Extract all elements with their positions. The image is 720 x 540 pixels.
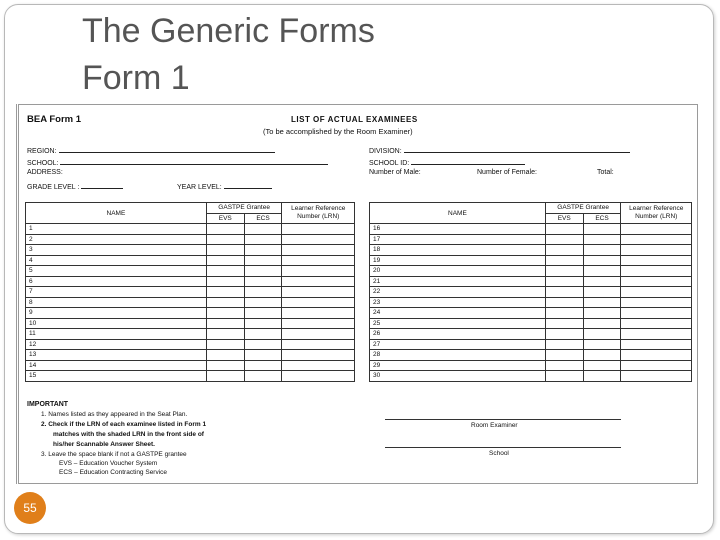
- evs-cell: [545, 224, 583, 235]
- ecs-cell: [244, 266, 282, 277]
- ecs-cell: [583, 329, 621, 340]
- ecs-cell: [583, 308, 621, 319]
- row-number-cell: 24: [370, 308, 546, 319]
- evs-cell: [206, 224, 244, 235]
- row-number-cell: 17: [370, 234, 546, 245]
- evs-cell: [545, 329, 583, 340]
- ecs-cell: [583, 224, 621, 235]
- total-label: Total:: [597, 169, 614, 176]
- table-row: [370, 234, 692, 245]
- ecs-cell: [244, 360, 282, 371]
- form-heading: LIST OF ACTUAL EXAMINEES: [291, 115, 418, 124]
- row-number-cell: 20: [370, 266, 546, 277]
- ecs-cell: [583, 245, 621, 256]
- table-row: [26, 329, 355, 340]
- name-header: NAME: [26, 203, 207, 224]
- row-number-cell: 14: [26, 360, 207, 371]
- lrn-cell: [621, 234, 692, 245]
- evs-cell: [206, 329, 244, 340]
- row-number-cell: 3: [26, 245, 207, 256]
- ecs-cell: [583, 255, 621, 266]
- note-item2c: his/her Scannable Answer Sheet.: [53, 441, 155, 448]
- evs-cell: [206, 276, 244, 287]
- evs-cell: [206, 318, 244, 329]
- row-number-cell: 5: [26, 266, 207, 277]
- row-number-cell: 30: [370, 371, 546, 382]
- evs-cell: [545, 350, 583, 361]
- row-number-cell: 7: [26, 287, 207, 298]
- note-item3: 3. Leave the space blank if not a GASTPE grantee: [41, 451, 187, 458]
- evs-cell: [206, 350, 244, 361]
- lrn-cell: [621, 339, 692, 350]
- ecs-cell: [583, 339, 621, 350]
- ecs-cell: [244, 339, 282, 350]
- row-number-cell: 4: [26, 255, 207, 266]
- evs-cell: [545, 276, 583, 287]
- lrn-cell: [621, 329, 692, 340]
- evs-header: EVS: [545, 213, 583, 224]
- ecs-cell: [244, 371, 282, 382]
- table-row: [370, 297, 692, 308]
- row-number-cell: 1: [26, 224, 207, 235]
- form-code: BEA Form 1: [27, 114, 82, 125]
- lrn-cell: [282, 297, 355, 308]
- address-field: [27, 169, 63, 176]
- row-number-cell: 12: [26, 339, 207, 350]
- evs-cell: [206, 266, 244, 277]
- lrn-cell: [282, 224, 355, 235]
- lrn-cell: [621, 255, 692, 266]
- table-row: [370, 255, 692, 266]
- row-number-cell: 23: [370, 297, 546, 308]
- evs-definition: EVS – Education Voucher System: [59, 460, 158, 467]
- grade-level-field: [27, 181, 123, 191]
- lrn-cell: [282, 245, 355, 256]
- row-number-cell: 28: [370, 350, 546, 361]
- table-row: [26, 287, 355, 298]
- row-number-cell: 29: [370, 360, 546, 371]
- table-row: [26, 245, 355, 256]
- ecs-cell: [583, 297, 621, 308]
- note-item2a: 2. Check if the LRN of each examinee listed in Form 1: [41, 421, 207, 428]
- row-number-cell: 26: [370, 329, 546, 340]
- table-row: [370, 318, 692, 329]
- ecs-cell: [244, 297, 282, 308]
- table-row: [26, 266, 355, 277]
- page-number-badge: 55: [14, 492, 46, 524]
- evs-cell: [545, 287, 583, 298]
- note-item2b: matches with the shaded LRN in the front side of: [53, 431, 204, 438]
- evs-cell: [545, 339, 583, 350]
- lrn-cell: [621, 287, 692, 298]
- year-level-field: [177, 181, 272, 191]
- lrn-cell: [621, 308, 692, 319]
- row-number-cell: 27: [370, 339, 546, 350]
- ecs-header: ECS: [244, 213, 282, 224]
- ecs-cell: [244, 318, 282, 329]
- table-row: [370, 360, 692, 371]
- table-row: [26, 339, 355, 350]
- ecs-cell: [244, 255, 282, 266]
- division-field: [369, 145, 630, 155]
- row-number-cell: 18: [370, 245, 546, 256]
- ecs-cell: [583, 276, 621, 287]
- table-row: [370, 371, 692, 382]
- table-row: [370, 266, 692, 277]
- roster-body-left: [26, 224, 355, 382]
- row-number-cell: 19: [370, 255, 546, 266]
- table-row: [26, 371, 355, 382]
- lrn-cell: [621, 245, 692, 256]
- school-id-label: SCHOOL ID:: [369, 160, 410, 167]
- gastpe-header: GASTPE Grantee: [545, 203, 621, 214]
- table-row: [26, 350, 355, 361]
- evs-cell: [545, 266, 583, 277]
- ecs-cell: [583, 318, 621, 329]
- region-line: [59, 145, 275, 153]
- table-row: [26, 224, 355, 235]
- lrn-cell: [282, 350, 355, 361]
- lrn-cell: [282, 287, 355, 298]
- evs-cell: [545, 318, 583, 329]
- ecs-cell: [244, 234, 282, 245]
- table-row: [370, 329, 692, 340]
- lrn-cell: [621, 266, 692, 277]
- evs-header: EVS: [206, 213, 244, 224]
- number-of-female-label: Number of Female:: [477, 169, 537, 176]
- ecs-cell: [583, 234, 621, 245]
- division-line: [404, 145, 630, 153]
- lrn-cell: [282, 266, 355, 277]
- ecs-cell: [244, 308, 282, 319]
- lrn-cell: [282, 318, 355, 329]
- row-number-cell: 11: [26, 329, 207, 340]
- ecs-cell: [583, 287, 621, 298]
- lrn-cell: [282, 276, 355, 287]
- slide-title: [82, 8, 375, 102]
- lrn-cell: [282, 234, 355, 245]
- table-row: [26, 360, 355, 371]
- ecs-cell: [244, 276, 282, 287]
- row-number-cell: 13: [26, 350, 207, 361]
- ecs-cell: [244, 287, 282, 298]
- school-signature-line: [385, 447, 621, 448]
- lrn-cell: [621, 224, 692, 235]
- table-row: [370, 276, 692, 287]
- table-row: [26, 308, 355, 319]
- ecs-cell: [244, 245, 282, 256]
- region-label: REGION:: [27, 148, 57, 155]
- ecs-cell: [583, 350, 621, 361]
- ecs-cell: [583, 360, 621, 371]
- lrn-cell: [282, 329, 355, 340]
- evs-cell: [545, 234, 583, 245]
- row-number-cell: 9: [26, 308, 207, 319]
- lrn-cell: [282, 371, 355, 382]
- lrn-cell: [282, 360, 355, 371]
- evs-cell: [206, 234, 244, 245]
- grade-level-label: GRADE LEVEL :: [27, 184, 80, 191]
- ecs-cell: [244, 350, 282, 361]
- roster-body-right: [370, 224, 692, 382]
- evs-cell: [206, 245, 244, 256]
- grade-level-line: [81, 181, 123, 189]
- row-number-cell: 8: [26, 297, 207, 308]
- row-number-cell: 21: [370, 276, 546, 287]
- name-header: NAME: [370, 203, 546, 224]
- table-row: [26, 255, 355, 266]
- lrn-cell: [621, 297, 692, 308]
- number-of-male-label: Number of Male:: [369, 169, 421, 176]
- table-row: [370, 350, 692, 361]
- lrn-cell: [621, 360, 692, 371]
- ecs-header: ECS: [583, 213, 621, 224]
- school-id-field: [369, 157, 525, 167]
- row-number-cell: 2: [26, 234, 207, 245]
- slide-title-line1: The Generic Forms: [82, 12, 375, 50]
- lrn-cell: [621, 371, 692, 382]
- row-number-cell: 15: [26, 371, 207, 382]
- table-row: [370, 245, 692, 256]
- evs-cell: [206, 297, 244, 308]
- ecs-cell: [244, 224, 282, 235]
- table-row: [26, 276, 355, 287]
- lrn-cell: [282, 255, 355, 266]
- table-row: [370, 308, 692, 319]
- row-number-cell: 10: [26, 318, 207, 329]
- school-label: SCHOOL:: [27, 160, 59, 167]
- evs-cell: [545, 297, 583, 308]
- room-examiner-signature-line: [385, 419, 621, 420]
- lrn-cell: [621, 318, 692, 329]
- school-id-line: [411, 157, 525, 165]
- address-label: ADDRESS:: [27, 169, 63, 176]
- row-number-cell: 16: [370, 224, 546, 235]
- slide-accent-line: [16, 104, 17, 484]
- row-number-cell: 6: [26, 276, 207, 287]
- ecs-cell: [244, 329, 282, 340]
- table-row: [370, 224, 692, 235]
- lrn-cell: [282, 308, 355, 319]
- year-level-label: YEAR LEVEL:: [177, 184, 222, 191]
- evs-cell: [206, 360, 244, 371]
- year-level-line: [224, 181, 272, 189]
- school-line: [60, 157, 328, 165]
- table-row: [370, 287, 692, 298]
- lrn-cell: [621, 350, 692, 361]
- table-row: [370, 339, 692, 350]
- form-image: [18, 104, 698, 484]
- row-number-cell: 25: [370, 318, 546, 329]
- evs-cell: [545, 371, 583, 382]
- gastpe-header: GASTPE Grantee: [206, 203, 282, 214]
- table-row: [26, 234, 355, 245]
- roster-table-right: [369, 202, 692, 382]
- evs-cell: [206, 255, 244, 266]
- evs-cell: [206, 308, 244, 319]
- ecs-cell: [583, 266, 621, 277]
- evs-cell: [545, 360, 583, 371]
- school-field: [27, 157, 328, 167]
- evs-cell: [545, 308, 583, 319]
- evs-cell: [206, 339, 244, 350]
- lrn-header: Learner Reference Number (LRN): [621, 203, 692, 224]
- evs-cell: [206, 287, 244, 298]
- school-label-signature: School: [489, 450, 509, 457]
- ecs-definition: ECS – Education Contracting Service: [59, 469, 168, 476]
- important-label: IMPORTANT: [27, 401, 69, 408]
- table-row: [26, 297, 355, 308]
- room-examiner-label: Room Examiner: [471, 422, 518, 429]
- lrn-cell: [282, 339, 355, 350]
- lrn-cell: [621, 276, 692, 287]
- region-field: [27, 145, 275, 155]
- slide-title-line2: Form 1: [82, 59, 190, 97]
- row-number-cell: 22: [370, 287, 546, 298]
- table-row: [26, 318, 355, 329]
- evs-cell: [545, 255, 583, 266]
- roster-table-left: [25, 202, 355, 382]
- form-subheading: (To be accomplished by the Room Examiner): [263, 127, 413, 136]
- ecs-cell: [583, 371, 621, 382]
- division-label: DIVISION:: [369, 148, 402, 155]
- evs-cell: [545, 245, 583, 256]
- evs-cell: [206, 371, 244, 382]
- note-item1: 1. Names listed as they appeared in the Seat Plan.: [41, 411, 188, 418]
- lrn-header: Learner Reference Number (LRN): [282, 203, 355, 224]
